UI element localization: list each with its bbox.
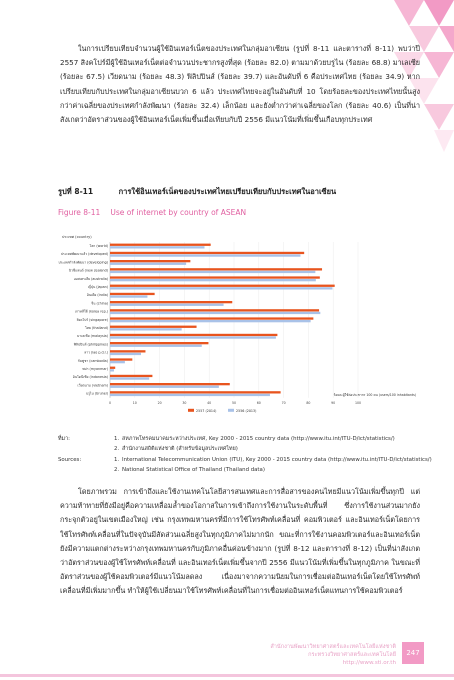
bar [110,287,332,289]
bar [110,383,230,385]
unit-label: ร้อยละผู้ใช้ต่อประชากร 100 คน (users/100 inhabitants) [333,392,416,397]
bar [110,246,204,248]
figure-caption-english [58,208,246,217]
category-label: ญี่ปุ่น (japan) [88,285,108,289]
source-th-1: ที่มา: 1. สหภาพโทรคมนาคมระหว่างประเทศ, Key 2000 - 2015 country data (http://www.itu.int/ITU-D/ict/statistics/) [58,436,395,442]
bar [110,268,322,270]
bar [110,309,319,311]
source-text: International Telecommunication Union (ITU), Key 2000 - 2015 country data (http://www.itu.int/ITU-D/ict/statistics/) [122,457,432,463]
bar [110,317,313,319]
page-number: 247 [402,642,424,664]
figure-title-english: Use of internet by country of ASEAN [110,208,247,217]
bar [110,293,155,295]
bar [110,263,186,265]
bar [110,375,152,377]
x-tick-label: 20 [157,400,162,405]
figure-number-english: Figure 8-11 [58,208,101,217]
bar [110,252,304,254]
x-tick-label: 90 [331,400,336,405]
bar [110,276,320,278]
category-label: ฟิลิปปินส์ (philippines) [73,342,108,347]
bar [110,285,335,287]
category-label: มาเลเซีย (malaysia) [77,334,108,339]
category-label: เกาหลีใต้ (korea rep.) [74,309,108,314]
category-label: โลก (world) [89,244,108,248]
x-tick-label: 80 [306,400,311,405]
chart-header-label: ประเทศ (country) [62,235,92,239]
x-tick-label: 10 [132,400,137,405]
bar [110,369,114,371]
bar [110,353,141,355]
source-label-thai: ที่มา: [58,436,70,442]
x-tick-label: 100 [354,400,362,405]
bar [110,334,277,336]
source-en-1: Sources: 1. International Telecommunication Union (ITU), Key 2000 - 2015 country data (http://www.itu.int/ITU-D/ict/statistics/) [58,457,432,463]
bar [110,271,315,273]
website-link[interactable]: http://www.sti.or.th [342,659,396,666]
x-tick-label: 70 [281,400,286,405]
legend-swatch [228,409,234,412]
category-label: นิวซีแลนด์ (new zealand) [68,268,108,273]
x-tick-label: 0 [108,400,112,405]
bar [110,244,211,246]
legend-label: 2556 (2013) [236,408,257,413]
source-label-english: Sources: [58,457,82,463]
figure-number-thai: รูปที่ 8-11 [58,187,94,196]
source-en-2: 2. National Statistical Office of Thailand (Thailand data) [114,467,265,473]
bar [110,279,316,281]
x-tick-label: 40 [207,400,212,405]
source-th-2: 2. สำนักงานสถิติแห่งชาติ (สำหรับข้อมูลประเทศไทย) [114,446,238,452]
category-label: สิงคโปร์ (singapore) [76,317,108,322]
category-label: พม่า (myanmar) [82,367,108,371]
bar [110,377,149,379]
bar [110,301,232,303]
page-footer [0,640,454,680]
category-label: ลาว (lao p.d.r.) [84,350,108,355]
bar [110,342,208,344]
figure-caption-thai [58,186,336,198]
source-text: National Statistical Office of Thailand (Thailand data) [122,467,265,473]
organization-credit: สำนักงานพัฒนาวิทยาศาสตร์และเทคโนโลยีแห่งชาติ กระทรวงวิทยาศาสตร์และเทคโนโลยี http://www.sti.or.th [270,644,396,666]
legend-swatch [188,409,194,412]
internet-use-bar-chart [58,228,418,420]
bar [110,326,197,328]
category-label: เวียดนาม (vietnam) [77,383,108,388]
category-label: บรูไน (brunei) [86,391,108,396]
legend-label: 2557 (2014) [196,408,217,413]
bar [110,391,281,393]
bar [110,367,115,369]
bar [110,336,276,338]
bar [110,350,145,352]
category-label: ออสเตรเลีย (australia) [73,276,108,281]
bar [110,312,320,314]
bar [110,361,125,363]
bar [110,295,147,297]
bar [110,260,190,262]
x-tick-label: 30 [182,400,187,405]
figure-title-thai: การใช้อินเทอร์เน็ตของประเทศไทยเปรียบเทียบกับประเทศในอาเซียน [118,187,337,196]
bar [110,386,219,388]
category-label: อินเดีย (india) [86,293,108,298]
bar [110,345,202,347]
bar [110,254,300,256]
bar [110,320,311,322]
x-tick-label: 50 [231,400,237,405]
category-label: ไทย (thailand) [85,326,108,330]
category-label: กัมพูชา (cambodia) [77,358,108,363]
summary-paragraph: โดยภาพรวม การเข้าถึงและใช้งานเทคโนโลยีสารสนเทศและการสื่อสารของคนไทยมีแนวโน้มเพิ่มขึ้นทุกปี แต่ความท้าทายที่ยังมีอยู่คือความเหลื่อมล้ำของโอกาสในการเข้าถึงการใช้งานในระดับพื้นที่ ซึ่งการใช้งานส่วนมากยังกระจุกตัวอยู่ในเขตเมืองใหญ่ เช่น กรุงเทพมหานครที่มีการใช้โทรศัพท์เคลื่อนที่ คอมพิวเตอร์ และอินเทอร์เน็ตโดยการใช้โทรศัพท์เคลื่อนที่ในปัจจุบันมีสัดส่วนเฉลี่ยสูงในทุกภูมิภาคไม่มากนัก ขณะที่การใช้งานคอมพิวเตอร์และอินเทอร์เน็ตยังมีความแตกต่างระหว่างกรุงเทพมหานครกับภูมิภาคอื่นค่อนข้างมาก (รูปที่ 8-12 และตารางที่ 8-12) เป็นที่น่าสังเกตว่าอัตราส่วนของผู้ใช้โทรศัพท์เคลื่อนที่ และอินเทอร์เน็ตเพิ่มขึ้นจากปี 2556 มีแนวโน้มที่เพิ่มขึ้นในทุกภูมิภาค ในขณะที่อัตราส่วนของผู้ใช้คอมพิวเตอร์มีแนวโน้มลดลง เนื่องมาจากความนิยมในการเชื่อมต่ออินเทอร์เน็ตโดยใช้โทรศัพท์เคลื่อนที่มีเพิ่มมากขึ้น ทำให้ผู้ใช้เปลี่ยนมาใช้โทรศัพท์เคลื่อนที่ในการเชื่อมต่ออินเทอร์เน็ตแทนการใช้คอมพิวเตอร์ [60,487,420,596]
category-label: อินโดนีเซีย (indonesia) [72,375,108,380]
bar [110,328,182,330]
bar [110,358,132,360]
bar [110,394,270,396]
footer-bar [0,674,454,677]
x-tick-label: 60 [256,400,261,405]
source-text: สหภาพโทรคมนาคมระหว่างประเทศ, Key 2000 - 2015 country data (http://www.itu.int/ITU-D/ict/statistics/) [122,436,395,442]
source-text: สำนักงานสถิติแห่งชาติ (สำหรับข้อมูลประเทศไทย) [122,446,238,452]
category-label: ประเทศพัฒนาแล้ว (developed) [60,252,108,257]
category-label: จีน (china) [91,301,108,306]
bar [110,304,224,306]
category-label: ประเทศกำลังพัฒนา (developing) [58,260,108,265]
intro-paragraph: ในการเปรียบเทียบจำนวนผู้ใช้อินเทอร์เน็ตของประเทศในกลุ่มอาเซียน (รูปที่ 8-11 และตารางที่ 8-11) พบว่าปี 2557 สิงคโปร์มีผู้ใช้อินเทอร์เน็ตต่อจำนวนประชากรสูงที่สุด (ร้อยละ 82.0) ตามมาด้วยบรูไน (ร้อยละ 68.8) มาเลเซีย (ร้อยละ 67.5) เวียดนาม (ร้อยละ 48.3) ฟิลิปปินส์ (ร้อยละ 39.7) และอันดับที่ 6 คือประเทศไทย (ร้อยละ 34.9) หากเปรียบเทียบกับประเทศในกลุ่มอาเซียนบวก 6 แล้ว ประเทศไทยจะอยู่ในอันดับที่ 10 โดยร้อยละของประเทศไทยนั้นสูงกว่าค่าเฉลี่ยของประเทศกำลังพัฒนา (ร้อยละ 32.4) เล็กน้อย และยังต่ำกว่าค่าเฉลี่ยของโลก (ร้อยละ 40.6) เป็นที่น่าสังเกตว่าอัตราส่วนของผู้ใช้อินเทอร์เน็ตเพิ่มขึ้นเมื่อเทียบกับปี 2556 มีแนวโน้มที่เพิ่มขึ้นเกือบทุกประเทศ [60,44,420,125]
